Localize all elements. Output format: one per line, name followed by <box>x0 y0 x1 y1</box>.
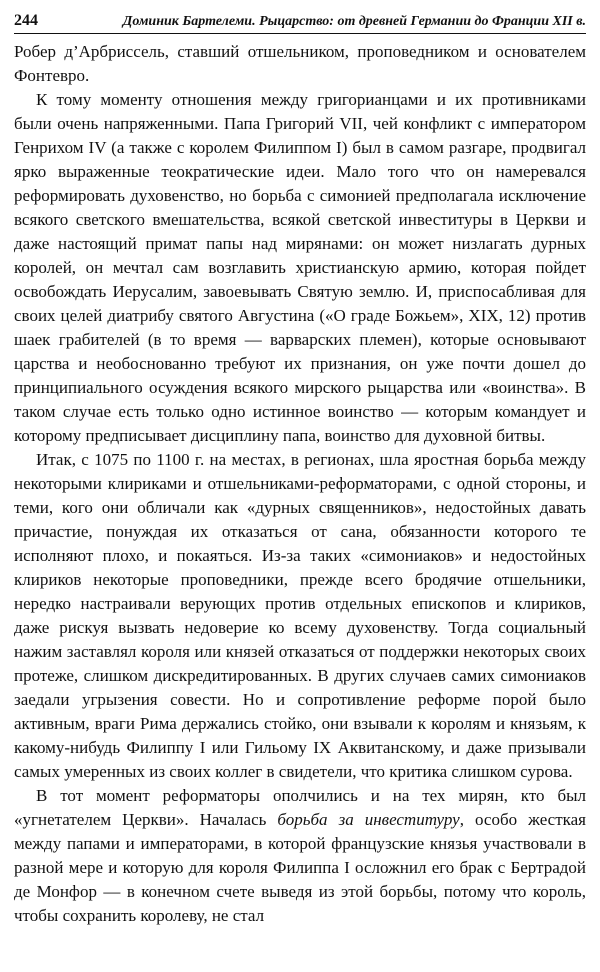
paragraph-1 <box>14 40 586 88</box>
page-header <box>14 12 586 34</box>
paragraph-text: Итак, с 1075 по 1100 г. на местах, в регионах, шла яростная борьба между некоторыми клириками и отшельниками-реформаторами, с одной стороны, и теми, кого они обличали как «дурных священников», недостойных давать причастие, понуждая их отказаться от сана, обязанности которого те исполняют плохо, и покаяться. Из-за таких «симониаков» и недостойных клириков некоторые проповедники, прежде всего бродячие отшельники, нередко настраивали верующих против отдельных епископов и клириков, даже рискуя вызвать недоверие ко всему духовенству. Тогда социальный нажим заставлял короля или князей отказаться от поддержки некоторых своих протеже, слишком дискредитированных. В других случаев самих симониаков заедали угрызения совести. Но и сопротивление реформе порой было активным, враги Рима держались стойко, они взывали к королям и князьям, к какому-нибудь Филиппу I или Гильому IX Аквитанскому, и даже призывали самых умеренных из своих коллег в свидетели, что критика слишком сурова. <box>14 450 586 781</box>
paragraph-4 <box>14 784 586 928</box>
page-number: 244 <box>14 12 38 29</box>
body-text <box>14 40 586 928</box>
paragraph-3 <box>14 448 586 784</box>
paragraph-2 <box>14 88 586 448</box>
italic-term: борьба за инвеституру <box>277 810 460 829</box>
running-title: Доминик Бартелеми. Рыцарство: от древней Германии до Франции XII в. <box>122 14 586 29</box>
paragraph-text: , особо жесткая между папами и императорами, в которой французские князья участвовали в разной мере и которую для короля Филиппа I осложнил его брак с Бертрадой де Монфор — в конечном счете выведя из этой борьбы, потому что король, чтобы сохранить королеву, не стал <box>14 810 587 925</box>
paragraph-text: К тому моменту отношения между григорианцами и их противниками были очень напряженными. Папа Григорий VII, чей конфликт с императором Генрихом IV (а также с королем Филиппом I) был в самом разгаре, продвигал ярко выраженные теократические идеи. Мало того что он намеревался реформировать духовенство, но борьба с симонией предполагала исключение всякого светского вмешательства, всякой светской инвеституры в Церкви и даже настоящий примат папы над мирянами: он может низлагать дурных королей, он мечтал сам возглавить христианскую армию, которая пойдет освобождать Иерусалим, завоевывать Святую землю. И, приспосабливая для своих целей диатрибу святого Августина («О граде Божьем», XIX, 12) против шаек грабителей (в то время — варварских племен), которые основывают царства и необоснованно требуют их признания, он уже почти дошел до принципиального осуждения всякого мирского рыцарства или «воинства». В таком случае есть только одно истинное воинство — которым командует и которому предписывает дисциплину папа, воинство для духовной битвы. <box>14 90 586 445</box>
paragraph-text: В тот момент реформаторы ополчились и на тех мирян, кто был «угнетателем Церкви». Началась <box>14 786 586 829</box>
paragraph-text: Робер д’Арбриссель, ставший отшельником, проповедником и основателем Фонтевро. <box>14 42 586 85</box>
